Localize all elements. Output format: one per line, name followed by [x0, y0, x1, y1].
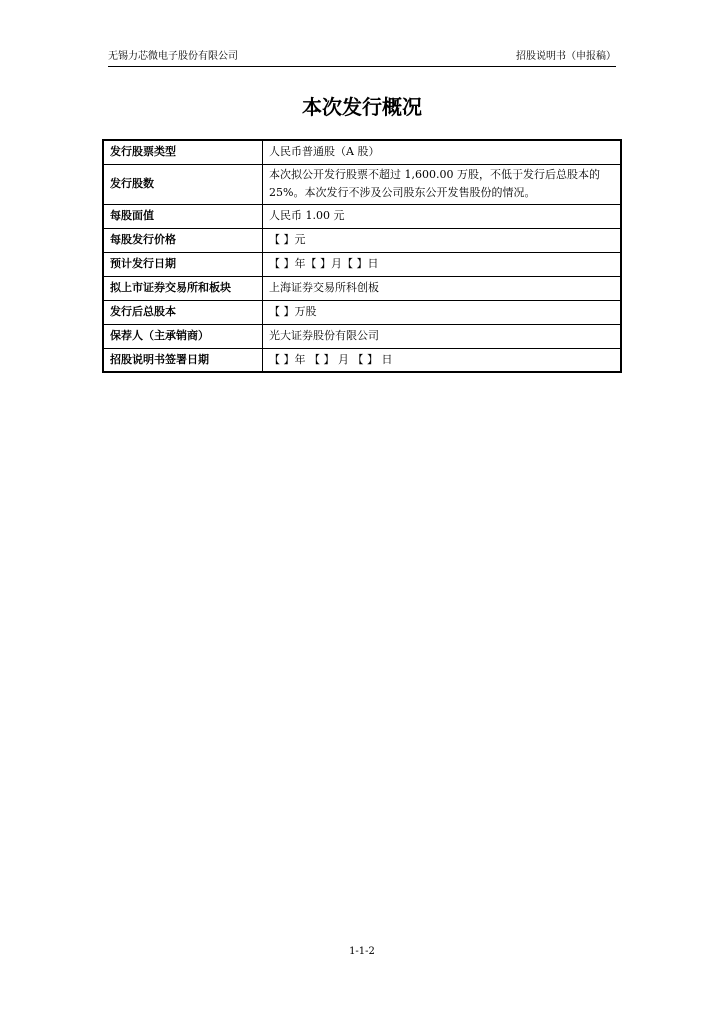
page-number: 1-1-2	[349, 946, 375, 957]
company-name: 无锡力芯微电子股份有限公司	[108, 51, 238, 62]
offering-overview-table	[102, 139, 622, 373]
row-value: 人民币 1.00 元	[263, 204, 622, 228]
page-title: 本次发行概况	[302, 95, 422, 119]
row-value: 上海证券交易所科创板	[263, 276, 622, 300]
document-type: 招股说明书（申报稿）	[516, 51, 616, 62]
row-value: 【 】年 【 】 月 【 】 日	[263, 348, 622, 372]
row-label: 拟上市证券交易所和板块	[103, 276, 263, 300]
table-row	[103, 324, 621, 348]
row-label: 发行股数	[103, 164, 263, 204]
row-value: 本次拟公开发行股票不超过 1,600.00 万股，不低于发行后总股本的 25%。本次发行不涉及公司股东公开发售股份的情况。	[263, 164, 622, 204]
row-value: 光大证券股份有限公司	[263, 324, 622, 348]
table-row	[103, 140, 621, 164]
row-value: 人民币普通股（A 股）	[263, 140, 622, 164]
row-label: 每股发行价格	[103, 228, 263, 252]
row-value: 【 】年【 】月【 】日	[263, 252, 622, 276]
row-label: 发行股票类型	[103, 140, 263, 164]
table-row	[103, 204, 621, 228]
row-label: 保荐人（主承销商）	[103, 324, 263, 348]
row-label: 发行后总股本	[103, 300, 263, 324]
table-row	[103, 228, 621, 252]
row-value: 【 】万股	[263, 300, 622, 324]
row-label: 招股说明书签署日期	[103, 348, 263, 372]
table-row	[103, 348, 621, 372]
table-row	[103, 276, 621, 300]
row-label: 预计发行日期	[103, 252, 263, 276]
table-row	[103, 252, 621, 276]
row-label: 每股面值	[103, 204, 263, 228]
table-row	[103, 300, 621, 324]
table-row	[103, 164, 621, 204]
row-value: 【 】元	[263, 228, 622, 252]
page-header	[108, 50, 616, 67]
